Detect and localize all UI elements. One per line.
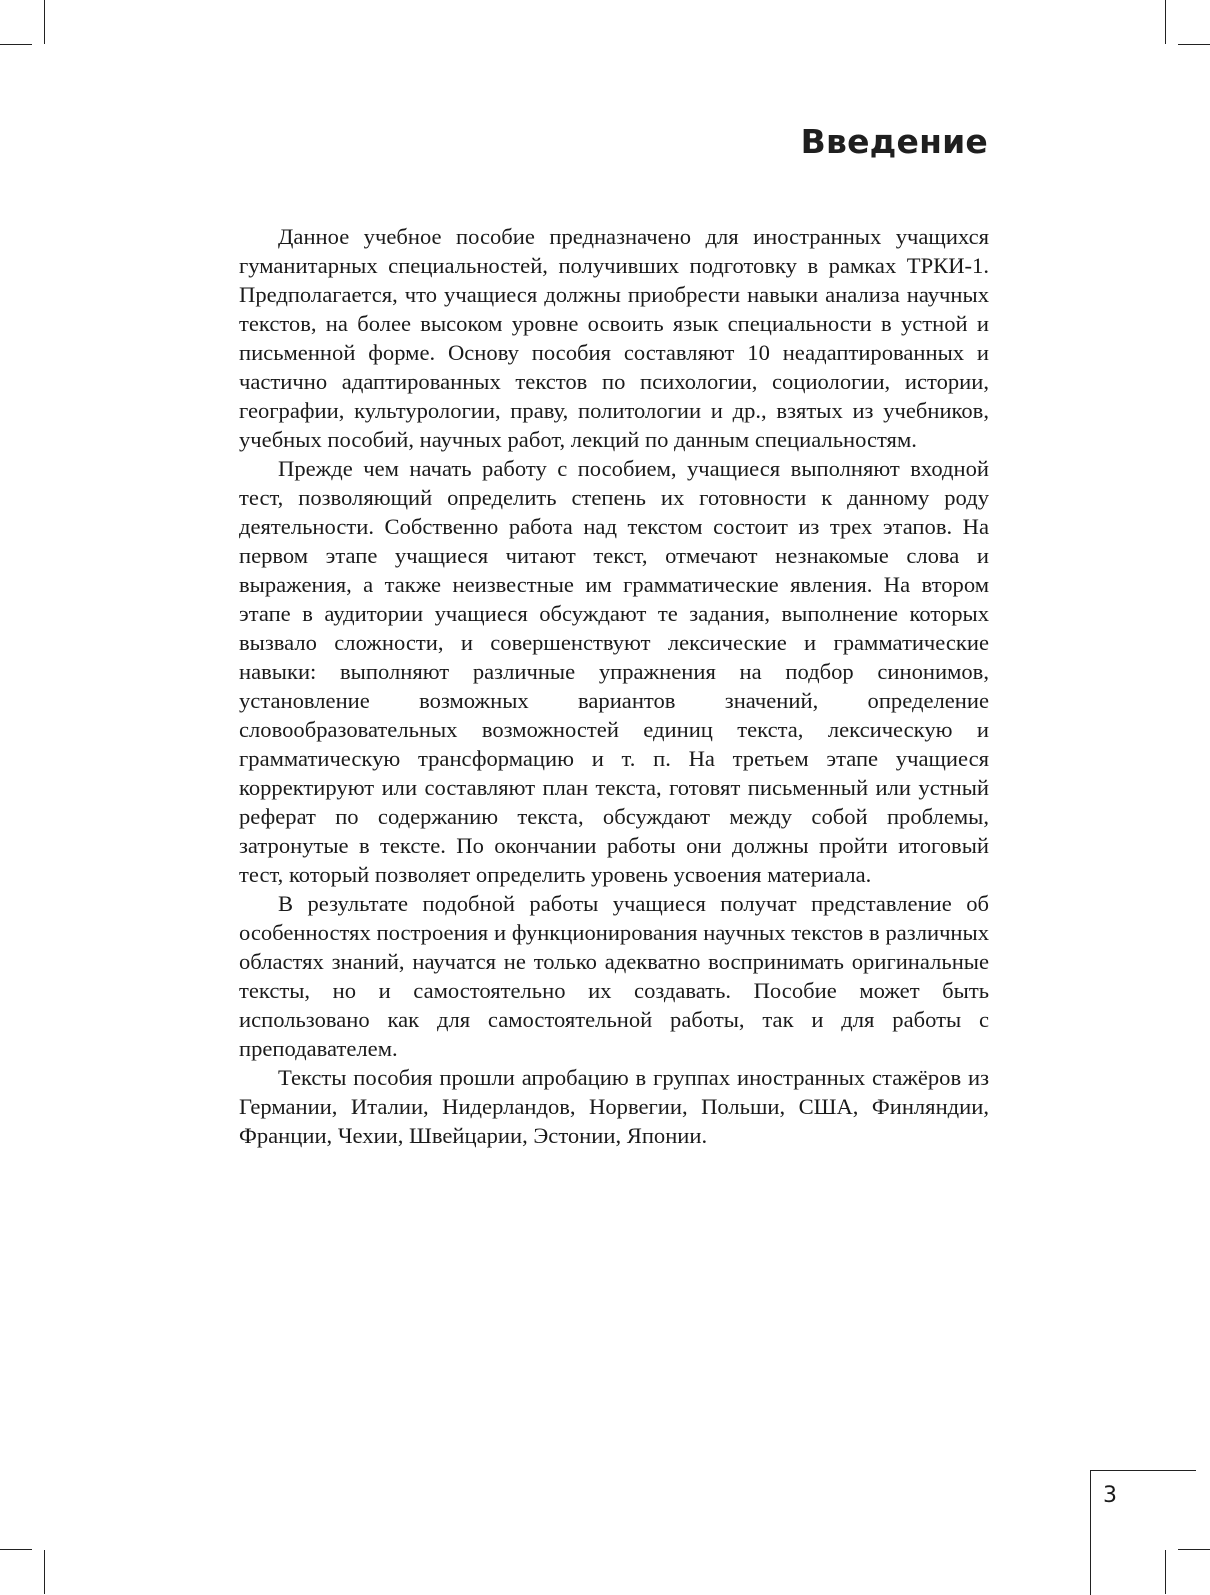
- crop-mark-top-left-horizontal: [0, 44, 32, 45]
- paragraph-1: Данное учебное пособие предназначено для иностранных учащихся гуманитарных специальностей, получивших подготовку в рамках ТРКИ-1. Предполагается, что учащиеся должны приобрести навыки анализа научных текстов, на более высоком уровне освоить язык специальности в устной и письменной форме. Основу пособия составляют 10 неадаптированных и частично адаптированных текстов по психологии, социологии, истории, географии, культурологии, праву, политологии и др., взятых из учебников, учебных пособий, научных работ, лекций по данным специальностям.: [239, 224, 989, 452]
- crop-mark-top-right-vertical: [1165, 0, 1166, 44]
- crop-mark-top-right-horizontal: [1178, 44, 1210, 45]
- crop-mark-top-left-vertical: [44, 0, 45, 44]
- crop-mark-bottom-left-vertical: [44, 1550, 45, 1594]
- page-number-box: [1090, 1470, 1196, 1595]
- page-title: Введение: [800, 122, 988, 161]
- paragraph-2: Прежде чем начать работу с пособием, учащиеся выполняют входной тест, позволяющий определить степень их готовности к данному роду деятельности. Собственно работа над текстом состоит из трех этапов. На первом этапе учащиеся читают текст, отмечают незнакомые слова и выражения, а также неизвестные им грамматические явления. На втором этапе в аудитории учащиеся обсуждают те задания, выполнение которых вызвало сложности, и совершенствуют лексические и грамматические навыки: выполняют различные упражнения на подбор синонимов, установление возможных вариантов значений, определение словообразовательных возможностей единиц текста, лексическую и грамматическую трансформацию и т. п. На третьем этапе учащиеся корректируют или составляют план текста, готовят письменный или устный реферат по содержанию текста, обсуждают между собой проблемы, затронутые в тексте. По окончании работы они должны пройти итоговый тест, который позволяет определить уровень усвоения материала.: [239, 456, 989, 887]
- paragraph-3: В результате подобной работы учащиеся получат представление об особенностях построения и функционирования научных текстов в различных областях знаний, научатся не только адекватно воспринимать оригинальные тексты, но и самостоятельно их создавать. Пособие может быть использовано как для самостоятельной работы, так и для работы с преподавателем.: [239, 891, 989, 1061]
- body-text: [239, 222, 989, 1150]
- paragraph-4: Тексты пособия прошли апробацию в группах иностранных стажёров из Германии, Италии, Нидерландов, Норвегии, Польши, США, Финляндии, Франции, Чехии, Швейцарии, Эстонии, Японии.: [239, 1065, 989, 1148]
- page-number: 3: [1103, 1483, 1117, 1508]
- crop-mark-bottom-left-horizontal: [0, 1549, 32, 1550]
